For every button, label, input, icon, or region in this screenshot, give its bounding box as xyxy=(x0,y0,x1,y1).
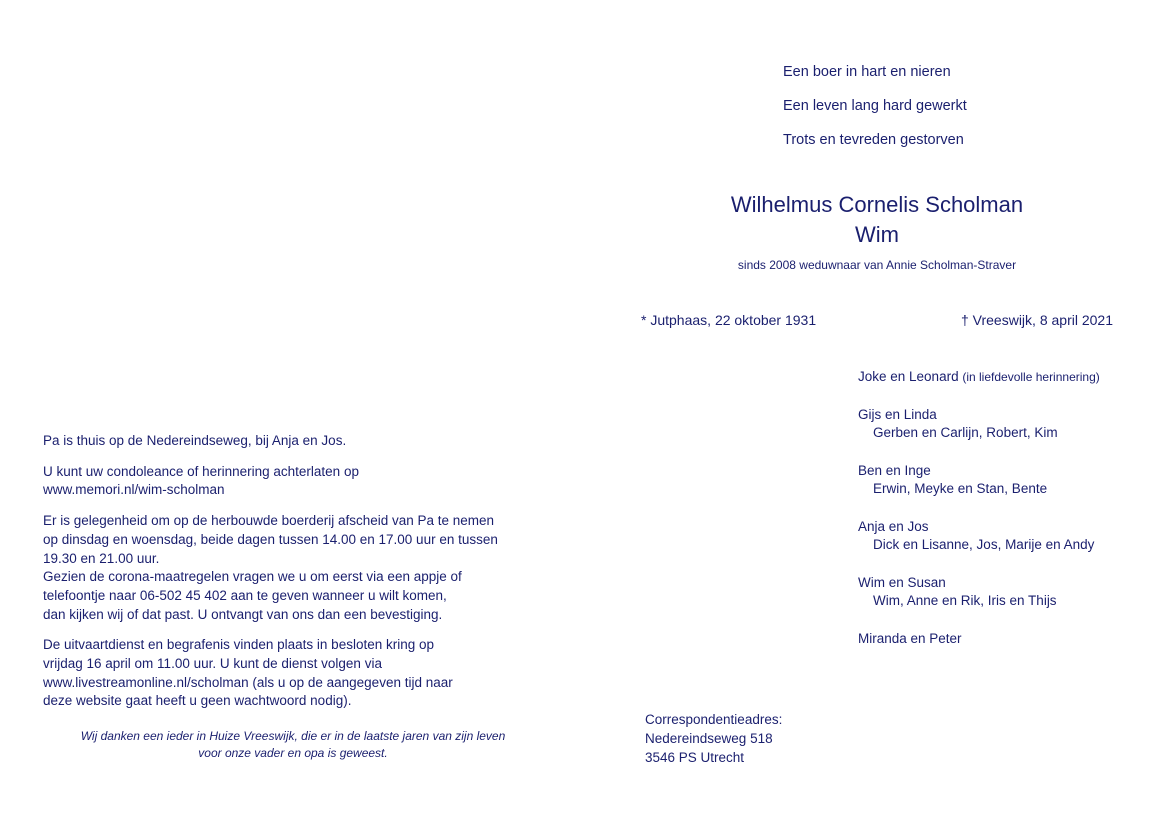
family-parents xyxy=(858,368,1100,387)
thanks-line-2: voor onze vader en opa is geweest. xyxy=(198,746,388,760)
family-children: Dick en Lisanne, Jos, Marije en Andy xyxy=(873,537,1095,552)
info-service-line: vrijdag 16 april om 11.00 uur. U kunt de dienst volgen via xyxy=(43,656,382,672)
family-group xyxy=(858,462,1100,499)
info-home-paragraph xyxy=(43,432,498,451)
info-service-paragraph xyxy=(43,636,498,711)
thanks-note xyxy=(58,728,528,762)
family-parents: Wim en Susan xyxy=(858,574,946,590)
info-condolence-text: U kunt uw condoleance of herinnering achterlaten op xyxy=(43,463,359,479)
info-home: Pa is thuis op de Nedereindseweg, bij Anja en Jos. xyxy=(43,433,347,448)
address-label: Correspondentieadres: xyxy=(645,712,783,727)
family-list xyxy=(858,368,1100,667)
family-parents: Ben en Inge xyxy=(858,462,931,478)
info-service-line: De uitvaartdienst en begrafenis vinden plaats in besloten kring op xyxy=(43,637,434,653)
deceased-full-name: Wilhelmus Cornelis Scholman xyxy=(730,192,1024,217)
family-children: Gerben en Carlijn, Robert, Kim xyxy=(873,425,1058,440)
family-group xyxy=(858,518,1100,555)
family-parents-names: Joke en Leonard xyxy=(858,369,959,384)
address-city: 3546 PS Utrecht xyxy=(645,750,745,765)
deceased-nickname: Wim xyxy=(855,222,899,247)
thanks-line-1: Wij danken een ieder in Huize Vreeswijk, die er in de laatste jaren van zijn leven xyxy=(80,729,506,743)
poem-line-3: Trots en tevreden gestorven xyxy=(783,132,964,148)
birth-date: * Jutphaas, 22 oktober 1931 xyxy=(641,312,817,328)
info-service-line: www.livestreamonline.nl/scholman (als u op de aangegeven tijd naar xyxy=(43,674,453,690)
correspondence-address xyxy=(645,710,782,767)
info-service-line: deze website gaat heeft u geen wachtwoord nodig). xyxy=(43,693,352,709)
family-group xyxy=(858,368,1100,387)
widower-note: sinds 2008 weduwnaar van Annie Scholman-Straver xyxy=(737,258,1017,272)
family-parents: Miranda en Peter xyxy=(858,630,962,646)
info-visit-line: Er is gelegenheid om op de herbouwde boerderij afscheid van Pa te nemen xyxy=(43,513,495,529)
poem-line-1: Een boer in hart en nieren xyxy=(783,64,951,80)
info-visit-line: op dinsdag en woensdag, beide dagen tussen 14.00 en 17.00 uur en tussen xyxy=(43,531,498,547)
family-note: (in liefdevolle herinnering) xyxy=(962,370,1100,384)
death-date: † Vreeswijk, 8 april 2021 xyxy=(960,312,1113,328)
family-parents: Anja en Jos xyxy=(858,518,929,534)
address-street: Nedereindseweg 518 xyxy=(645,731,773,746)
condolence-url: www.memori.nl/wim-scholman xyxy=(43,482,225,498)
family-group xyxy=(858,406,1100,443)
family-group xyxy=(858,630,1100,649)
info-visit-line: Gezien de corona-maatregelen vragen we u om eerst via een appje of xyxy=(43,569,462,585)
info-visit-paragraph xyxy=(43,512,498,624)
poem-line-2: Een leven lang hard gewerkt xyxy=(783,98,967,114)
family-group xyxy=(858,574,1100,611)
family-children: Erwin, Meyke en Stan, Bente xyxy=(873,481,1048,496)
family-children: Wim, Anne en Rik, Iris en Thijs xyxy=(873,593,1057,608)
info-condolence-paragraph xyxy=(43,463,498,500)
info-visit-line: 19.30 en 21.00 uur. xyxy=(43,550,160,566)
info-visit-line: dan kijken wij of dat past. U ontvangt van ons dan een bevestiging. xyxy=(43,606,443,622)
info-text xyxy=(43,432,498,723)
family-parents: Gijs en Linda xyxy=(858,406,937,422)
info-visit-line: telefoontje naar 06-502 45 402 aan te geven wanneer u wilt komen, xyxy=(43,587,447,603)
